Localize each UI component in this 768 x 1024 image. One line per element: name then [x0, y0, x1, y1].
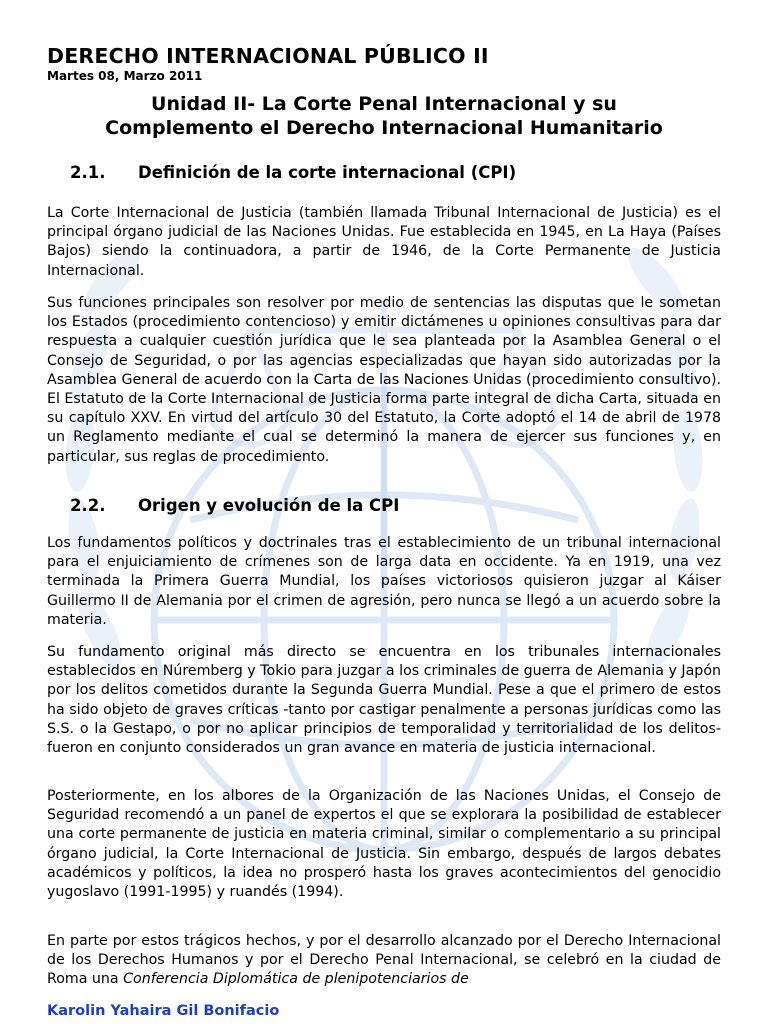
section-title: Origen y evolución de la CPI — [138, 496, 400, 515]
paragraph-text: En parte por estos trágicos hechos, y por el desarrollo alcanzado por el Derecho Internacional de los Derechos Humanos y por el Derecho Penal Internacional, se celebró en la ciudad de Roma una — [47, 933, 721, 988]
paragraph: Su fundamento original más directo se encuentra en los tribunales internacionales establecidos en Núremberg y Tokio para juzgar a los criminales de guerra de Alemania y Japón por los delitos cometidos durante la Segunda Guerra Mundial. Pese a que el primero de estos ha sido objeto de graves críticas -tanto por castigar penalmente a personas jurídicas como las S.S. o la Gestapo, o por no aplicar principios de temporalidad y territorialidad de los delitos- fueron en conjunto considerados un gran avance en materia de justicia internacional. — [47, 644, 721, 757]
section-heading-2-2 — [70, 496, 399, 515]
document-date: Martes 08, Marzo 2011 — [47, 69, 203, 83]
document-title: DERECHO INTERNACIONAL PÚBLICO II — [47, 44, 489, 68]
paragraph: La Corte Internacional de Justicia (también llamada Tribunal Internacional de Justicia) es el principal órgano judicial de las Naciones Unidas. Fue establecida en 1945, en La Haya (Países Bajos) siendo la continuadora, a partir de 1946, de la Corte Permanente de Justicia Internacional. — [47, 205, 721, 279]
unit-title — [47, 92, 721, 140]
section-number: 2.2. — [70, 496, 106, 515]
paragraph: Sus funciones principales son resolver por medio de sentencias las disputas que le sometan los Estados (procedimiento contencioso) y emitir dictámenes u opiniones consultivas para dar respuesta a cualquier cuestión jurídica que le sea planteada por la Asamblea General o el Consejo de Seguridad, o por las agencias especializadas que hayan sido autorizadas por la Asamblea General de acuerdo con la Carta de las Naciones Unidas (procedimiento consultivo). El Estatuto de la Corte Internacional de Justicia forma parte integral de dicha Carta, situada en su capítulo XXV. En virtud del artículo 30 del Estatuto, la Corte adoptó el 14 de abril de 1978 un Reglamento mediante el cual se determinó la manera de ejercer sus funciones y, en particular, sus reglas de procedimiento. — [47, 295, 721, 465]
unit-title-line-2: Complemento el Derecho Internacional Humanitario — [105, 117, 663, 139]
paragraph-continued — [47, 932, 721, 990]
section-heading-2-1 — [70, 163, 516, 182]
paragraph: Posteriormente, en los albores de la Organización de las Naciones Unidas, el Consejo de Seguridad recomendó a un panel de expertos el que se explorara la posibilidad de establecer una corte permanente de justicia en materia criminal, similar o complementario a su principal órgano judicial, la Corte Internacional de Justicia. Sin embargo, después de largos debates académicos y políticos, la idea no prosperó hasta los graves acontecimientos del genocidio yugoslavo (1991-1995) y ruandés (1994). — [47, 788, 721, 901]
italic-text: Conferencia Diplomática de plenipotenciarios de — [123, 971, 469, 988]
section-title: Definición de la corte internacional (CPI) — [138, 163, 517, 182]
footer-author: Karolin Yahaira Gil Bonifacio — [47, 1003, 280, 1019]
paragraph: Los fundamentos políticos y doctrinales tras el establecimiento de un tribunal internacional para el enjuiciamiento de crímenes son de larga data en occidente. Ya en 1919, una vez terminada la Primera Guerra Mundial, los países victoriosos quisieron juzgar al Káiser Guillermo II de Alemania por el crimen de agresión, pero nunca se llegó a un acuerdo sobre la materia. — [47, 535, 721, 628]
unit-title-line-1: Unidad II- La Corte Penal Internacional y su — [151, 93, 617, 115]
section-number: 2.1. — [70, 163, 106, 182]
